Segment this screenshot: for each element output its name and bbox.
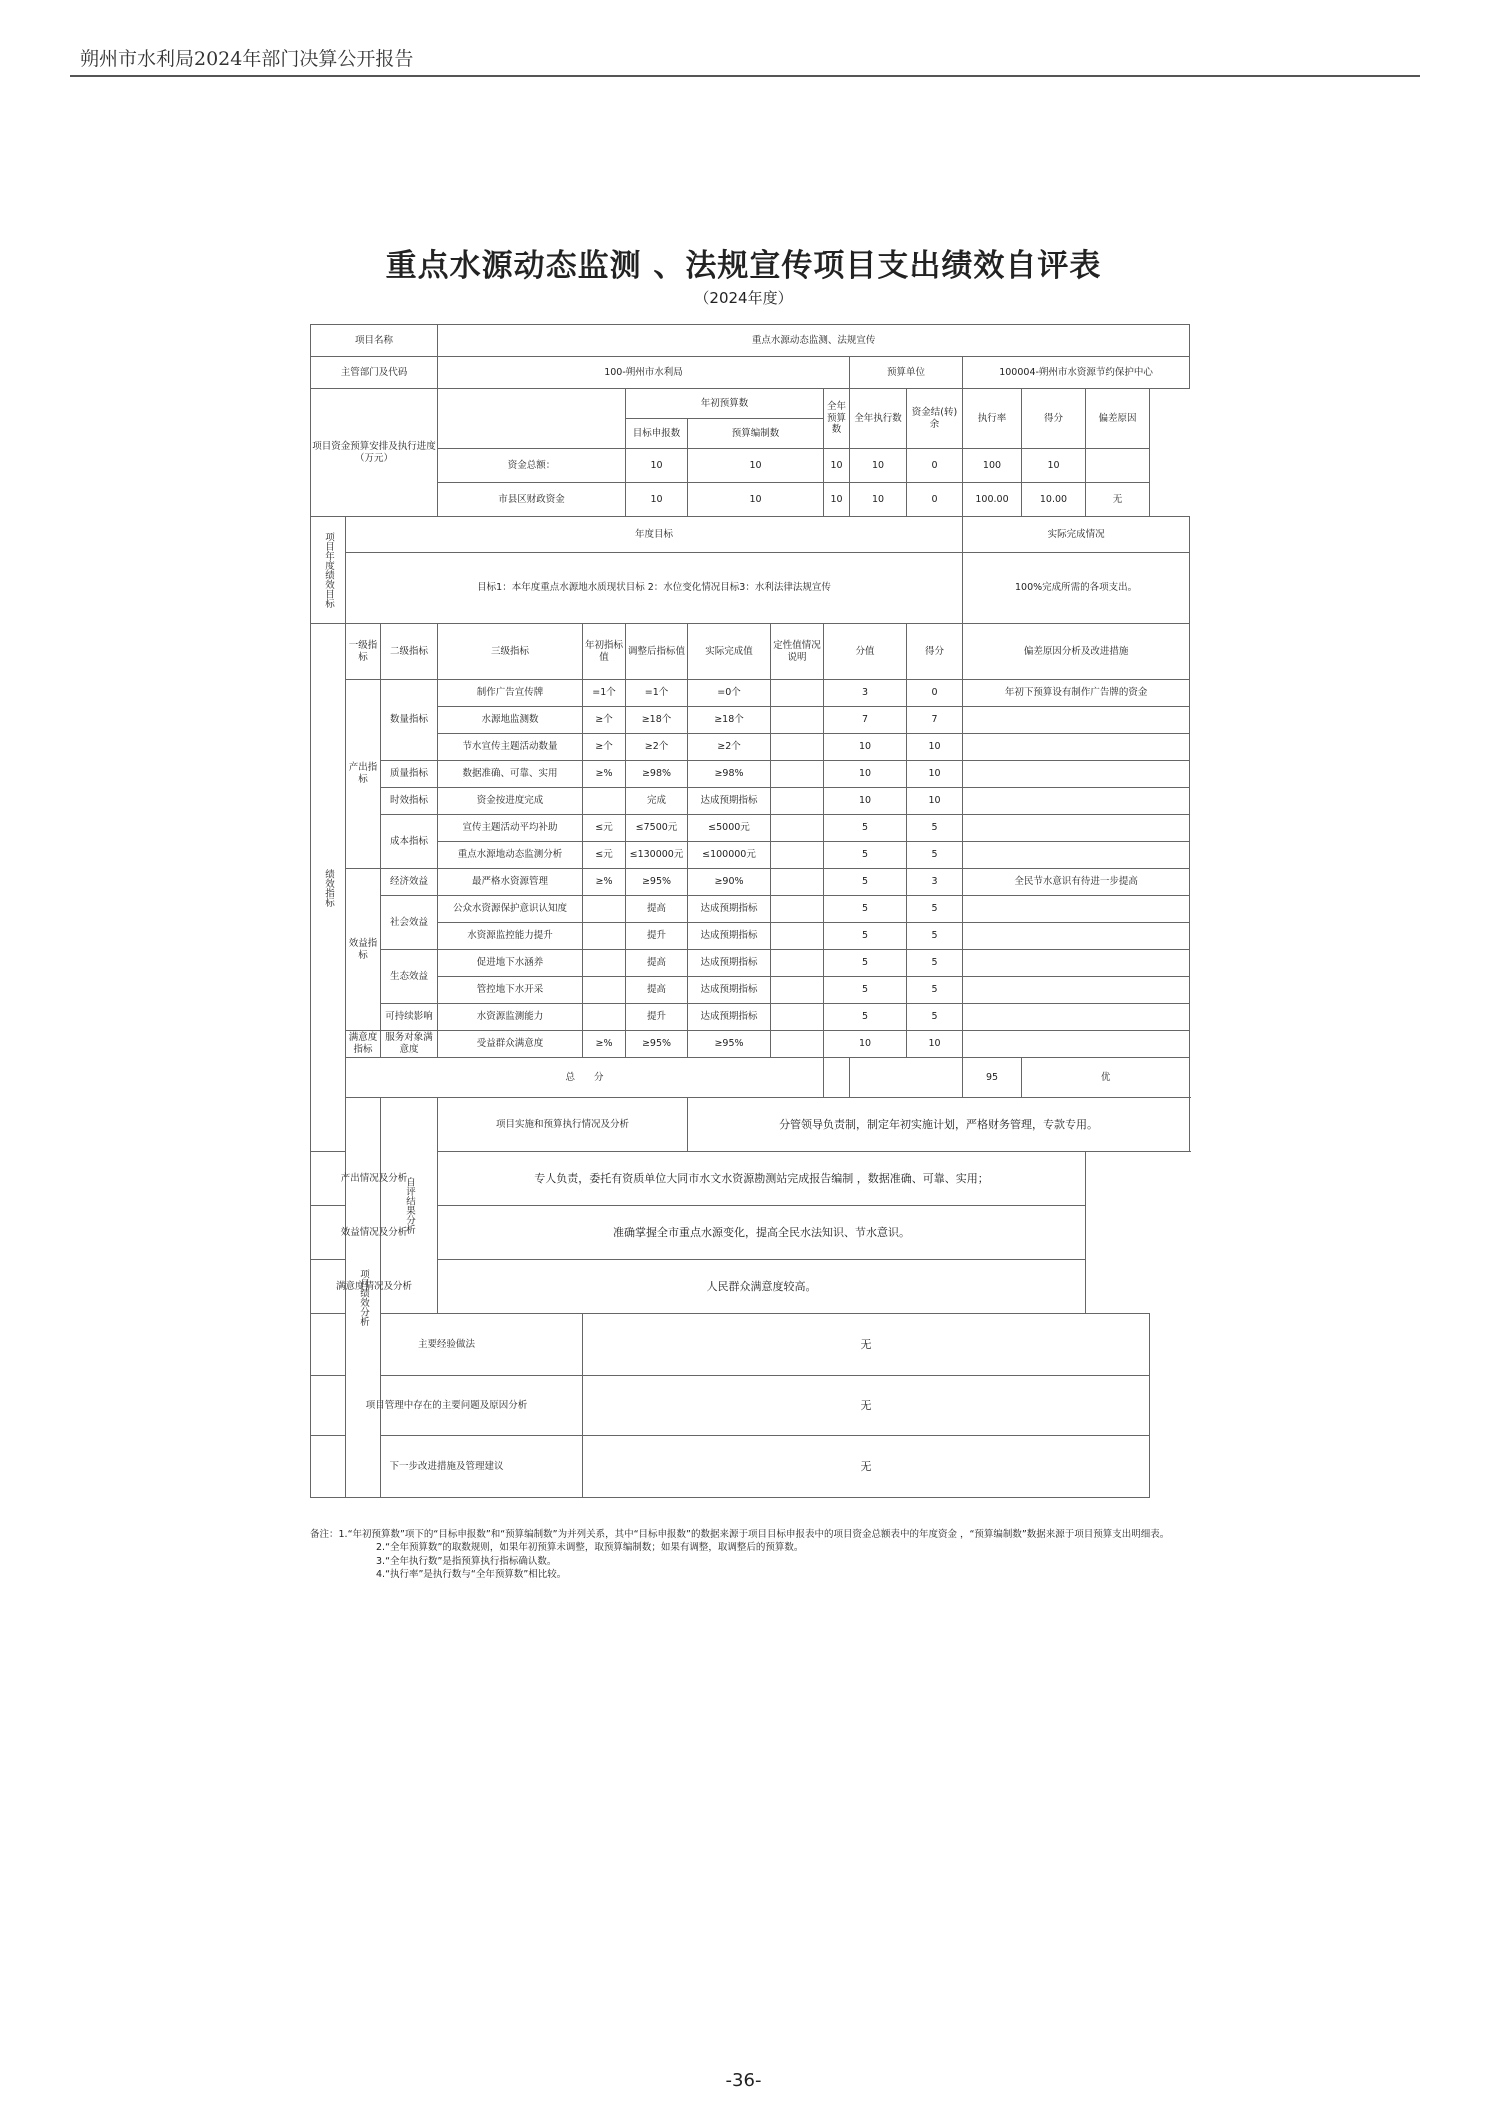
l1-satisfaction: 满意度指标 [346,1031,381,1058]
note-1: 备注：1.“年初预算数”项下的“目标申报数”和“预算编制数”为并列关系，其中“目标申报数”的数据来源于项目目标申报表中的项目资金总额表中的年度资金 ，“预算编制数”数据来源于项目预算支出明细表。 [310,1529,1170,1540]
indicator-row: 水资源监控能力提升 提升 达成预期指标 5 5 [311,923,1190,950]
indicators-section-label: 绩效指标 [311,624,346,1152]
goals-section-label: 项目年度绩效目标 [311,517,346,624]
l2-service: 服务对象满意度 [381,1031,438,1058]
problems-text: 无 [583,1376,1150,1436]
performance-table [310,324,1190,1498]
actual-text: 100%完成所需的各项支出。 [963,553,1190,624]
target-report-header: 目标申报数 [626,419,688,449]
deviation-reason-header: 偏差原因 [1086,389,1150,449]
implementation-label: 项目实施和预算执行情况及分析 [438,1098,688,1152]
header-score: 得分 [907,624,963,680]
l2-quantity: 数量指标 [381,680,438,761]
score-header: 得分 [1022,389,1086,449]
implementation-text: 分管领导负责制，制定年初实施计划，严格财务管理，专款专用。 [688,1098,1190,1152]
header-level2: 二级指标 [381,624,438,680]
indicator-row: 质量指标 数据准确、可靠、实用 ≥% ≥98% ≥98% 10 10 [311,761,1190,788]
l2-cost: 成本指标 [381,815,438,869]
annual-budget-header: 年初预算数 [626,389,824,419]
header-actual: 实际完成值 [688,624,771,680]
note-2: 2.“全年预算数”的取数规则，如果年初预算未调整，取预算编制数；如果有调整，取调整后的预算数。 [376,1542,804,1554]
exec-rate-header: 执行率 [963,389,1022,449]
indicator-row: 水源地监测数 ≥个 ≥18个 ≥18个 7 7 [311,707,1190,734]
total-score: 95 [963,1058,1022,1098]
full-year-exec-header: 全年执行数 [850,389,907,449]
dept-label: 主管部门及代码 [311,357,438,389]
annual-goal-text: 目标1：本年度重点水源地水质现状目标 2：水位变化情况目标3：水利法律法规宣传 [346,553,963,624]
header-level1: 一级指标 [346,624,381,680]
next-steps-label: 下一步改进措施及管理建议 [311,1436,583,1498]
indicator-row: 时效指标 资金按进度完成 完成 达成预期指标 10 10 [311,788,1190,815]
l1-benefit: 效益指标 [346,869,381,1031]
full-year-budget-header: 全年预算数 [824,389,850,449]
project-name-label: 项目名称 [311,325,438,357]
funds-row-total: 资金总额： 10 10 10 10 0 100 10 [311,449,1190,483]
output-text: 专人负责，委托有资质单位大同市水文水资源勘测站完成报告编制 ，数据准确、可靠、实用； [438,1152,1086,1206]
problems-label: 项目管理中存在的主要问题及原因分析 [311,1376,583,1436]
header-adjusted: 调整后指标值 [626,624,688,680]
balance-header: 资金结(转)余 [907,389,963,449]
indicator-row: 社会效益 公众水资源保护意识认知度 提高 达成预期指标 5 5 [311,896,1190,923]
self-eval-label: 自评结果分析 [381,1098,438,1314]
satisfaction-label: 满意度情况及分析 [311,1260,438,1314]
project-name-value: 重点水源动态监测、法规宣传 [438,325,1190,357]
indicator-row: 重点水源地动态监测分析 ≤元 ≤130000元 ≤100000元 5 5 [311,842,1190,869]
page-number: -36- [725,2070,762,2091]
experience-label: 主要经验做法 [311,1314,583,1376]
indicator-row: 管控地下水开采 提高 达成预期指标 5 5 [311,977,1190,1004]
total-grade: 优 [1022,1058,1190,1098]
actual-header: 实际完成情况 [963,517,1190,553]
header-title: 朔州市水利局2024年部门决算公开报告 [80,48,414,70]
header-divider [70,75,1420,77]
next-steps-text: 无 [583,1436,1150,1498]
notes [310,1528,1190,1582]
experience-text: 无 [583,1314,1150,1376]
indicator-row: 产出指标 数量指标 制作广告宣传牌 =1个 =1个 =0个 3 0 年初下预算设有制作广告牌的资金 [311,680,1190,707]
l2-time: 时效指标 [381,788,438,815]
output-label: 产出情况及分析 [311,1152,438,1206]
header-qualitative: 定性值情况说明 [771,624,824,680]
header-weight: 分值 [824,624,907,680]
total-label: 总 分 [346,1058,824,1098]
indicator-row: 满意度指标 服务对象满意度 受益群众满意度 ≥% ≥95% ≥95% 10 10 [311,1031,1190,1058]
note-4: 4.“执行率”是执行数与“全年预算数”相比较。 [376,1569,567,1581]
l2-social: 社会效益 [381,896,438,950]
unit-label: 预算单位 [850,357,963,389]
indicator-row: 成本指标 宣传主题活动平均补助 ≤元 ≤7500元 ≤5000元 5 5 [311,815,1190,842]
l2-economic: 经济效益 [381,869,438,896]
indicator-row: 效益指标 经济效益 最严格水资源管理 ≥% ≥95% ≥90% 5 3 全民节水意识有待进一步提高 [311,869,1190,896]
indicator-row: 可持续影响 水资源监测能力 提升 达成预期指标 5 5 [311,1004,1190,1031]
dept-value: 100-朔州市水利局 [438,357,850,389]
benefit-text: 准确掌握全市重点水源变化，提高全民水法知识、节水意识。 [438,1206,1086,1260]
header-initial: 年初指标值 [583,624,626,680]
satisfaction-text: 人民群众满意度较高。 [438,1260,1086,1314]
budget-prepared-header: 预算编制数 [688,419,824,449]
indicator-row: 生态效益 促进地下水涵养 提高 达成预期指标 5 5 [311,950,1190,977]
l2-sustainable: 可持续影响 [381,1004,438,1031]
unit-value: 100004-朔州市水资源节约保护中心 [963,357,1190,389]
l2-ecological: 生态效益 [381,950,438,1004]
l1-output: 产出指标 [346,680,381,869]
document-title: 重点水源动态监测 、法规宣传项目支出绩效自评表 [385,248,1102,284]
funds-row-fiscal: 市县区财政资金 10 10 10 10 0 100.00 10.00 无 [311,483,1190,517]
note-3: 3.“全年执行数”是指预算执行指标确认数。 [376,1555,557,1567]
benefit-label: 效益情况及分析 [311,1206,438,1260]
analysis-section-label: 项目绩效分析 [346,1098,381,1498]
document-year: （2024年度） [694,289,793,307]
l2-quality: 质量指标 [381,761,438,788]
header-level3: 三级指标 [438,624,583,680]
header-analysis: 偏差原因分析及改进措施 [963,624,1190,680]
annual-goal-header: 年度目标 [346,517,963,553]
indicator-row: 节水宣传主题活动数量 ≥个 ≥2个 ≥2个 10 10 [311,734,1190,761]
funds-section-label: 项目资金预算安排及执行进度（万元） [311,389,438,517]
